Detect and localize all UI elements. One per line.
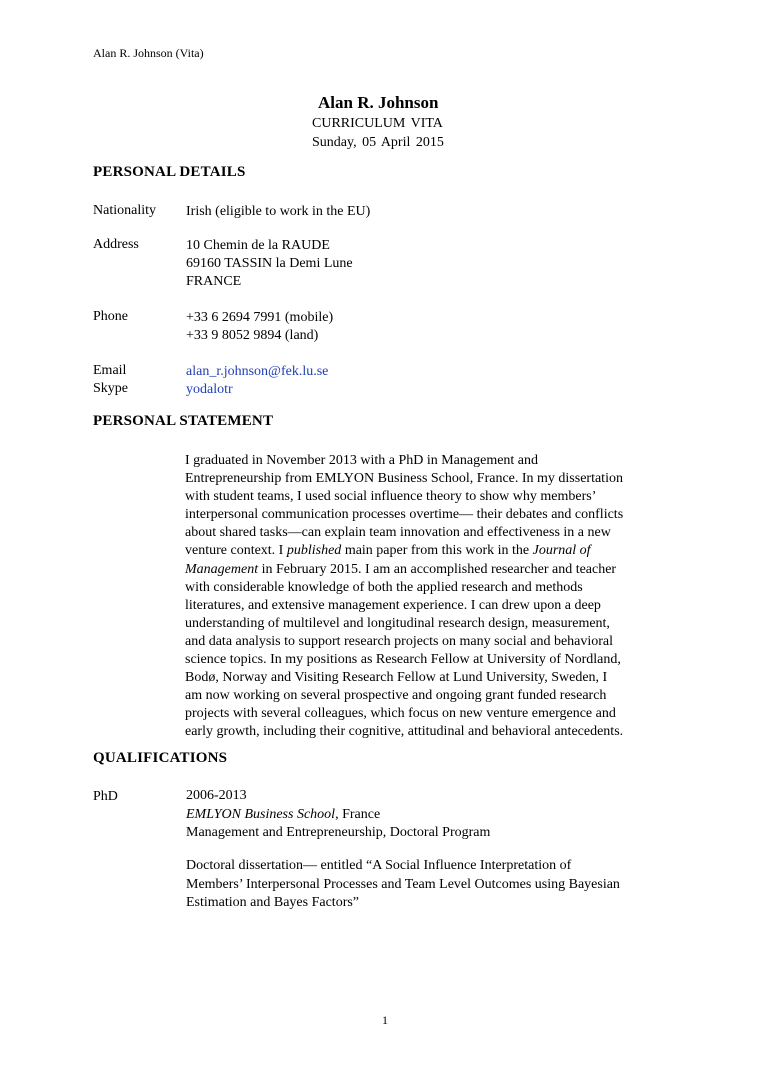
- skype-label: Skype: [93, 381, 128, 396]
- dissertation-details: [186, 857, 620, 913]
- statement-line: understanding of multilevel and longitudinal research design, measurement,: [185, 615, 610, 631]
- dissertation-line: Members’ Interpersonal Processes and Team Level Outcomes using Bayesian: [186, 876, 620, 892]
- statement-line: science topics. In my positions as Research Fellow at University of Nordland,: [185, 652, 621, 668]
- skype-link[interactable]: yodalotr: [186, 382, 233, 397]
- page-number: 1: [382, 1013, 388, 1027]
- statement-line: I graduated in November 2013 with a PhD in Management and: [185, 453, 539, 468]
- degree-program: Management and Entrepreneurship, Doctoral Program: [186, 825, 491, 840]
- dissertation-line: Estimation and Bayes Factors”: [186, 895, 360, 910]
- cv-doc-type: CURRICULUM VITA: [312, 116, 443, 131]
- statement-line: with student teams, I used social influence theory to show why members’: [185, 489, 597, 505]
- statement-line: Entrepreneurship from EMLYON Business School, France. In my dissertation: [185, 471, 623, 487]
- address-line: FRANCE: [186, 274, 242, 289]
- dissertation-line: Doctoral dissertation— entitled “A Social Influence Interpretation of: [186, 858, 572, 873]
- degree-school: EMLYON Business School, France: [186, 806, 381, 822]
- nationality-label: Nationality: [93, 203, 156, 218]
- statement-line: literatures, and extensive management experience. I can drew upon a deep: [185, 597, 601, 613]
- personal-statement-heading: PERSONAL STATEMENT: [93, 413, 274, 429]
- cv-date: Sunday, 05 April 2015: [312, 135, 444, 150]
- title-block: [312, 92, 512, 152]
- statement-line: Bodø, Norway and Visiting Research Fellow at Lund University, Sweden, I: [185, 670, 608, 686]
- statement-line: with considerable knowledge of both the applied research and methods: [185, 579, 583, 595]
- email-link[interactable]: alan_r.johnson@fek.lu.se: [186, 364, 329, 379]
- cv-name: Alan R. Johnson: [318, 93, 439, 112]
- qualifications-heading: QUALIFICATIONS: [93, 750, 228, 766]
- address-label: Address: [93, 237, 139, 252]
- phone-line: +33 6 2694 7991 (mobile): [186, 310, 334, 325]
- personal-details-heading: PERSONAL DETAILS: [93, 164, 246, 180]
- degree-details: [186, 787, 490, 843]
- phone-value: [186, 309, 333, 345]
- running-header: Alan R. Johnson (Vita): [93, 46, 204, 60]
- statement-line: am now working on several prospective and ongoing grant funded research: [185, 688, 607, 704]
- statement-line: early growth, including their cognitive, attitudinal and behavioral antecedents.: [185, 724, 624, 740]
- email-label: Email: [93, 363, 127, 378]
- address-line: 69160 TASSIN la Demi Lune: [186, 256, 353, 271]
- statement-line: and data analysis to support research projects on many social and behavioral: [185, 633, 614, 649]
- degree-years: 2006-2013: [186, 788, 247, 803]
- email-value-wrapper: [186, 363, 328, 381]
- address-value: [186, 237, 353, 291]
- statement-line: Management in February 2015. I am an accomplished researcher and teacher: [185, 561, 617, 577]
- phone-label: Phone: [93, 309, 128, 324]
- personal-statement-body: [185, 452, 675, 742]
- skype-value-wrapper: [186, 381, 233, 399]
- statement-line: venture context. I published main paper from this work in the Journal of: [185, 543, 591, 559]
- statement-line: about shared tasks—can explain team innovation and effectiveness in a new: [185, 525, 611, 541]
- phone-line: +33 9 8052 9894 (land): [186, 328, 319, 343]
- statement-line: interpersonal communication processes overtime— their debates and conflicts: [185, 507, 624, 523]
- nationality-value: Irish (eligible to work in the EU): [186, 204, 371, 219]
- address-line: 10 Chemin de la RAUDE: [186, 238, 330, 253]
- statement-line: projects with several colleagues, which focus on new venture emergence and: [185, 706, 616, 722]
- degree-label: PhD: [93, 789, 118, 804]
